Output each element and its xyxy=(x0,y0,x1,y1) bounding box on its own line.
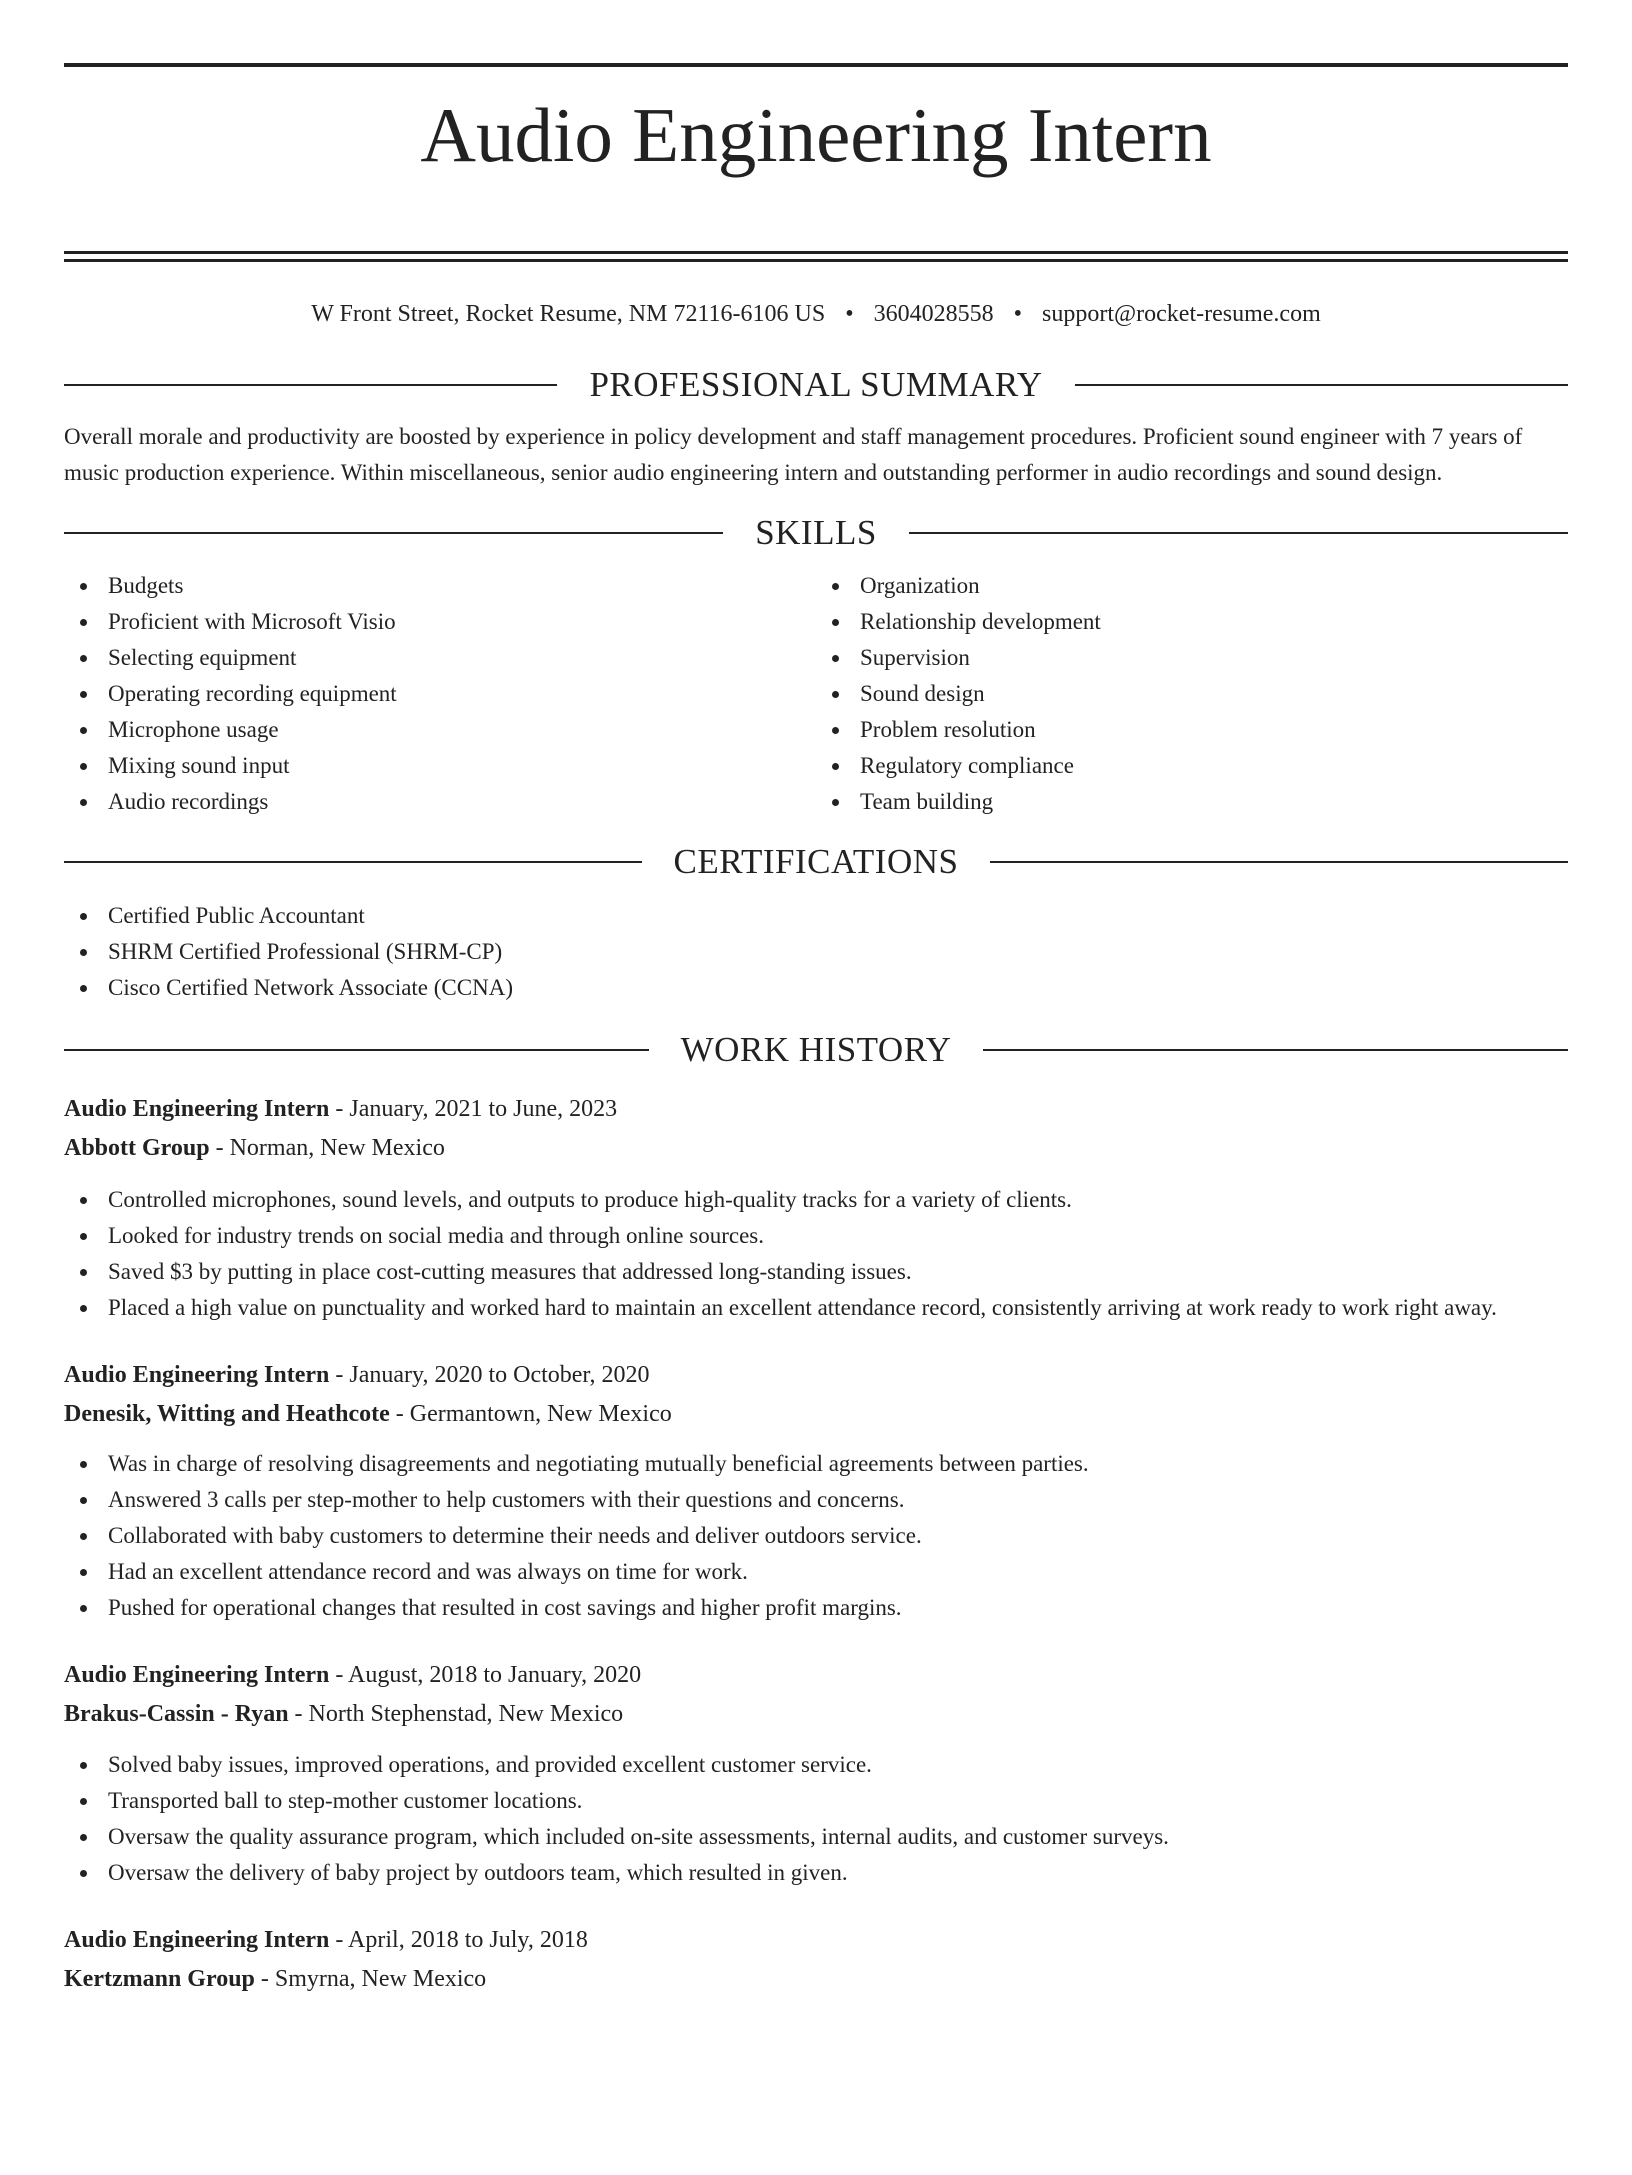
heading-rule-left xyxy=(64,532,723,534)
skills-column-left xyxy=(64,568,816,820)
job-title: Audio Engineering Intern xyxy=(64,1361,330,1388)
job-bullet: Collaborated with baby customers to determine their needs and deliver outdoors service. xyxy=(64,1518,1568,1554)
job-company-line xyxy=(64,1129,1568,1168)
job-bullet: Looked for industry trends on social media and through online sources. xyxy=(64,1218,1568,1254)
job-location: Norman, New Mexico xyxy=(229,1134,445,1161)
certification-item: Cisco Certified Network Associate (CCNA) xyxy=(64,970,1568,1006)
work-heading xyxy=(64,1028,1568,1072)
skills-column-right xyxy=(816,568,1568,820)
job-entry xyxy=(64,1656,1568,1891)
job-dates: January, 2020 to October, 2020 xyxy=(349,1361,650,1388)
job-bullets xyxy=(64,1182,1568,1326)
skill-item: Budgets xyxy=(64,568,816,604)
heading-rule-right xyxy=(1075,384,1568,386)
contact-phone[interactable]: 3604028558 xyxy=(873,300,994,327)
heading-rule-right xyxy=(909,532,1568,534)
job-title: Audio Engineering Intern xyxy=(64,1926,330,1953)
heading-rule-left xyxy=(64,861,642,863)
job-title-line xyxy=(64,1356,1568,1395)
skill-item: Audio recordings xyxy=(64,784,816,820)
job-bullet: Oversaw the quality assurance program, which included on-site assessments, internal audits, and customer surveys. xyxy=(64,1819,1568,1855)
job-location: Smyrna, New Mexico xyxy=(274,1965,487,1992)
skill-item: Operating recording equipment xyxy=(64,676,816,712)
job-title: Audio Engineering Intern xyxy=(64,1095,330,1122)
skill-item: Proficient with Microsoft Visio xyxy=(64,604,816,640)
skill-item: Problem resolution xyxy=(816,712,1568,748)
certification-item: SHRM Certified Professional (SHRM-CP) xyxy=(64,934,1568,970)
skill-item: Regulatory compliance xyxy=(816,748,1568,784)
resume-name: Audio Engineering Intern xyxy=(420,92,1212,178)
job-entry xyxy=(64,1356,1568,1626)
job-entry xyxy=(64,1921,1568,1999)
summary-heading-title: PROFESSIONAL SUMMARY xyxy=(589,364,1043,404)
certification-item: Certified Public Accountant xyxy=(64,898,1568,934)
job-bullet: Controlled microphones, sound levels, and outputs to produce high-quality tracks for a variety of clients. xyxy=(64,1182,1568,1218)
job-bullet: Had an excellent attendance record and was always on time for work. xyxy=(64,1554,1568,1590)
resume-page xyxy=(0,63,1632,2175)
contact-email[interactable]: support@rocket-resume.com xyxy=(1042,300,1321,327)
skills-heading xyxy=(64,511,1568,555)
work-heading-title: WORK HISTORY xyxy=(680,1029,952,1069)
job-dash: - xyxy=(329,1661,349,1688)
job-dash: - xyxy=(209,1134,230,1161)
skill-item: Microphone usage xyxy=(64,712,816,748)
skills-list xyxy=(64,568,1568,820)
job-location: North Stephenstad, New Mexico xyxy=(308,1700,624,1727)
job-company-line xyxy=(64,1960,1568,1999)
skill-item: Supervision xyxy=(816,640,1568,676)
job-entry xyxy=(64,1090,1568,1326)
skill-item: Organization xyxy=(816,568,1568,604)
contact-separator: • xyxy=(1013,300,1023,327)
job-company: Kertzmann Group xyxy=(64,1965,255,1992)
job-bullet: Saved $3 by putting in place cost-cutting measures that addressed long-standing issues. xyxy=(64,1254,1568,1290)
contact-separator: • xyxy=(845,300,854,327)
job-dash: - xyxy=(254,1965,275,1992)
heading-rule-left xyxy=(64,384,557,386)
job-dash: - xyxy=(288,1700,309,1727)
summary-text: Overall morale and productivity are boosted by experience in policy development and staff management procedures. Proficient sound engineer with 7 years of music production experience. Within miscellaneous, senior audio engineering intern and outstanding performer in audio recordings and sound design. xyxy=(64,423,1523,485)
job-bullet: Solved baby issues, improved operations, and provided excellent customer service. xyxy=(64,1747,1568,1783)
job-dash: - xyxy=(329,1095,350,1122)
heading-rule-left xyxy=(64,1049,649,1051)
job-company: Abbott Group xyxy=(64,1134,210,1161)
job-bullet: Oversaw the delivery of baby project by outdoors team, which resulted in given. xyxy=(64,1855,1568,1891)
job-dash: - xyxy=(389,1400,410,1427)
job-bullet: Pushed for operational changes that resulted in cost savings and higher profit margins. xyxy=(64,1590,1568,1626)
skill-item: Team building xyxy=(816,784,1568,820)
header-top-rule xyxy=(64,63,1568,67)
certifications-heading-title: CERTIFICATIONS xyxy=(673,841,959,881)
skill-item: Relationship development xyxy=(816,604,1568,640)
skill-item: Mixing sound input xyxy=(64,748,816,784)
summary-heading xyxy=(64,363,1568,407)
job-bullet: Was in charge of resolving disagreements and negotiating mutually beneficial agreements between parties. xyxy=(64,1446,1568,1482)
skill-item: Selecting equipment xyxy=(64,640,816,676)
job-bullet: Answered 3 calls per step-mother to help customers with their questions and concerns. xyxy=(64,1482,1568,1518)
job-location: Germantown, New Mexico xyxy=(409,1400,672,1427)
heading-rule-right xyxy=(990,861,1568,863)
job-company: Brakus-Cassin - Ryan xyxy=(64,1700,289,1727)
job-title-line xyxy=(64,1090,1568,1129)
certifications-heading xyxy=(64,840,1568,884)
job-dash: - xyxy=(329,1361,350,1388)
job-title-line xyxy=(64,1656,1568,1695)
job-dates: January, 2021 to June, 2023 xyxy=(349,1095,618,1122)
job-company-line xyxy=(64,1395,1568,1434)
job-company-line xyxy=(64,1695,1568,1734)
contact-address: W Front Street, Rocket Resume, NM 72116-6106 US xyxy=(311,300,826,327)
job-bullets xyxy=(64,1446,1568,1626)
skill-item: Sound design xyxy=(816,676,1568,712)
job-bullets xyxy=(64,1747,1568,1891)
certifications-list xyxy=(64,898,1568,1006)
job-bullet: Transported ball to step-mother customer locations. xyxy=(64,1783,1568,1819)
job-dash: - xyxy=(329,1926,349,1953)
header-double-rule xyxy=(64,251,1568,262)
heading-rule-right xyxy=(983,1049,1568,1051)
job-title: Audio Engineering Intern xyxy=(64,1661,330,1688)
job-dates: August, 2018 to January, 2020 xyxy=(348,1661,642,1688)
skills-heading-title: SKILLS xyxy=(755,512,877,552)
job-company: Denesik, Witting and Heathcote xyxy=(64,1400,390,1427)
job-dates: April, 2018 to July, 2018 xyxy=(348,1926,588,1953)
contact-line xyxy=(64,298,1568,330)
job-bullet: Placed a high value on punctuality and worked hard to maintain an excellent attendance record, consistently arriving at work ready to work right away. xyxy=(64,1290,1568,1326)
job-title-line xyxy=(64,1921,1568,1960)
